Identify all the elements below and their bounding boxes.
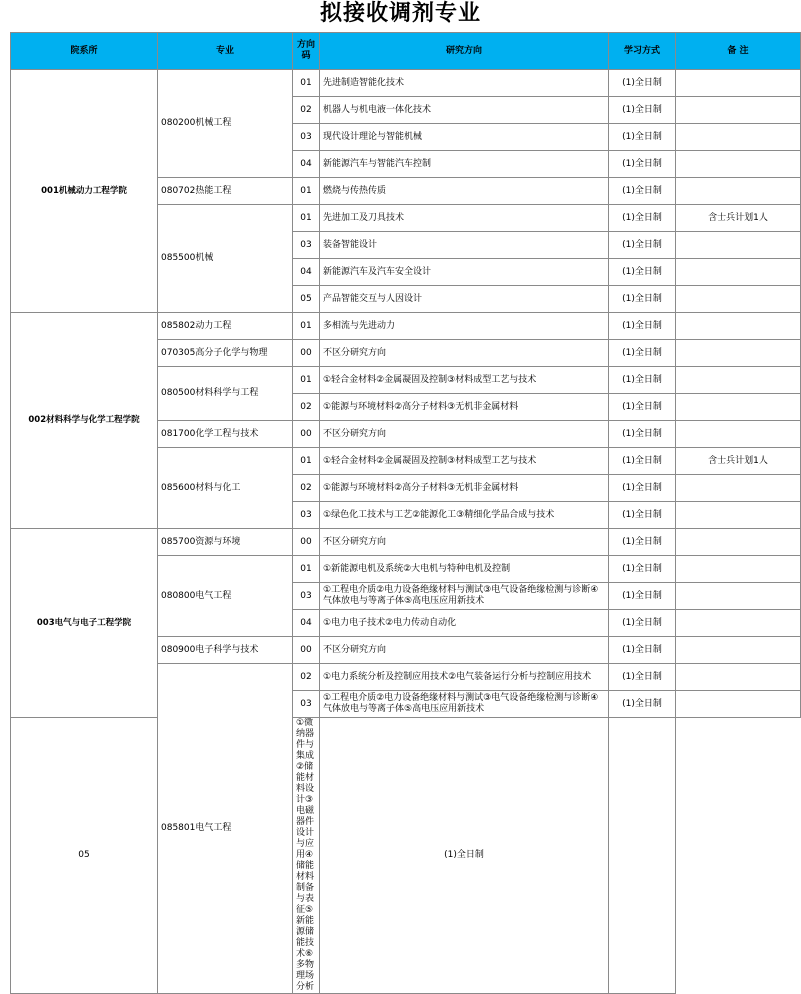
note-cell [676, 313, 801, 340]
study-mode-cell: (1)全日制 [609, 259, 676, 286]
note-cell [676, 502, 801, 529]
note-cell [676, 97, 801, 124]
direction-code-cell: 02 [293, 664, 320, 691]
direction-code-cell: 04 [293, 259, 320, 286]
study-mode-cell: (1)全日制 [320, 718, 609, 994]
study-mode-cell: (1)全日制 [609, 421, 676, 448]
note-cell [676, 367, 801, 394]
research-direction-cell: 不区分研究方向 [320, 421, 609, 448]
research-direction-cell: 燃烧与传热传质 [320, 178, 609, 205]
research-direction-cell: ①能源与环境材料②高分子材料③无机非金属材料 [320, 475, 609, 502]
note-cell [676, 124, 801, 151]
major-cell: 085802动力工程 [158, 313, 293, 340]
study-mode-cell: (1)全日制 [609, 178, 676, 205]
research-direction-cell: ①绿色化工技术与工艺②能源化工③精细化学品合成与技术 [320, 502, 609, 529]
research-direction-cell: 先进加工及刀具技术 [320, 205, 609, 232]
note-cell [676, 637, 801, 664]
research-direction-cell: 新能源汽车与智能汽车控制 [320, 151, 609, 178]
study-mode-cell: (1)全日制 [609, 232, 676, 259]
study-mode-cell: (1)全日制 [609, 394, 676, 421]
header-note: 备 注 [676, 33, 801, 70]
research-direction-cell: 不区分研究方向 [320, 340, 609, 367]
direction-code-cell: 01 [293, 313, 320, 340]
note-cell [676, 691, 801, 718]
note-cell [676, 421, 801, 448]
major-cell: 080200机械工程 [158, 70, 293, 178]
research-direction-cell: ①工程电介质②电力设备绝缘材料与测试③电气设备绝缘检测与诊断④气体放电与等离子体⑤高电压应用新技术 [320, 583, 609, 610]
direction-code-cell: 01 [293, 448, 320, 475]
major-cell: 085600材料与化工 [158, 448, 293, 529]
direction-code-cell: 04 [293, 151, 320, 178]
note-cell [676, 70, 801, 97]
study-mode-cell: (1)全日制 [609, 475, 676, 502]
direction-code-cell: 00 [293, 529, 320, 556]
direction-code-cell: 01 [293, 70, 320, 97]
major-cell: 080702热能工程 [158, 178, 293, 205]
note-cell [676, 259, 801, 286]
major-cell: 080800电气工程 [158, 556, 293, 637]
note-cell [676, 610, 801, 637]
research-direction-cell: ①电力电子技术②电力传动自动化 [320, 610, 609, 637]
research-direction-cell: 不区分研究方向 [320, 637, 609, 664]
study-mode-cell: (1)全日制 [609, 502, 676, 529]
study-mode-cell: (1)全日制 [609, 124, 676, 151]
research-direction-cell: ①微纳器件与集成②储能材料设计③电磁器件设计与应用④储能材料制备与表征⑤新能源储能技术⑥多物理场分析 [293, 718, 320, 994]
note-cell [609, 718, 676, 994]
direction-code-cell: 02 [293, 97, 320, 124]
study-mode-cell: (1)全日制 [609, 205, 676, 232]
study-mode-cell: (1)全日制 [609, 97, 676, 124]
study-mode-cell: (1)全日制 [609, 70, 676, 97]
direction-code-cell: 03 [293, 232, 320, 259]
research-direction-cell: 多相流与先进动力 [320, 313, 609, 340]
direction-code-cell: 01 [293, 556, 320, 583]
college-cell: 001机械动力工程学院 [11, 70, 158, 313]
note-cell [676, 340, 801, 367]
table-header-row [11, 33, 801, 70]
research-direction-cell: ①轻合金材料②金属凝固及控制③材料成型工艺与技术 [320, 367, 609, 394]
study-mode-cell: (1)全日制 [609, 448, 676, 475]
study-mode-cell: (1)全日制 [609, 556, 676, 583]
direction-code-cell: 04 [293, 610, 320, 637]
major-cell: 085700资源与环境 [158, 529, 293, 556]
direction-code-cell: 00 [293, 421, 320, 448]
admissions-table [10, 32, 801, 994]
research-direction-cell: 产品智能交互与人因设计 [320, 286, 609, 313]
table-row [11, 313, 801, 340]
direction-code-cell: 03 [293, 124, 320, 151]
study-mode-cell: (1)全日制 [609, 367, 676, 394]
research-direction-cell: ①新能源电机及系统②大电机与特种电机及控制 [320, 556, 609, 583]
study-mode-cell: (1)全日制 [609, 691, 676, 718]
research-direction-cell: ①电力系统分析及控制应用技术②电气装备运行分析与控制应用技术 [320, 664, 609, 691]
research-direction-cell: 不区分研究方向 [320, 529, 609, 556]
research-direction-cell: 先进制造智能化技术 [320, 70, 609, 97]
direction-code-cell: 02 [293, 475, 320, 502]
research-direction-cell: ①能源与环境材料②高分子材料③无机非金属材料 [320, 394, 609, 421]
study-mode-cell: (1)全日制 [609, 529, 676, 556]
major-cell: 085801电气工程 [158, 664, 293, 994]
table-row [11, 718, 801, 994]
research-direction-cell: ①轻合金材料②金属凝固及控制③材料成型工艺与技术 [320, 448, 609, 475]
direction-code-cell: 03 [293, 691, 320, 718]
note-cell [676, 286, 801, 313]
note-cell [676, 475, 801, 502]
header-major: 专业 [158, 33, 293, 70]
note-cell [676, 178, 801, 205]
note-cell [676, 394, 801, 421]
study-mode-cell: (1)全日制 [609, 583, 676, 610]
study-mode-cell: (1)全日制 [609, 664, 676, 691]
note-cell: 含士兵计划1人 [676, 448, 801, 475]
direction-code-cell: 03 [293, 583, 320, 610]
study-mode-cell: (1)全日制 [609, 340, 676, 367]
direction-code-cell: 05 [11, 718, 158, 994]
table-row [11, 529, 801, 556]
research-direction-cell: 装备智能设计 [320, 232, 609, 259]
header-study-mode: 学习方式 [609, 33, 676, 70]
direction-code-cell: 02 [293, 394, 320, 421]
research-direction-cell: ①工程电介质②电力设备绝缘材料与测试③电气设备绝缘检测与诊断④气体放电与等离子体⑤高电压应用新技术 [320, 691, 609, 718]
research-direction-cell: 机器人与机电液一体化技术 [320, 97, 609, 124]
study-mode-cell: (1)全日制 [609, 286, 676, 313]
major-cell: 081700化学工程与技术 [158, 421, 293, 448]
page-title: 拟接收调剂专业 [319, 1, 481, 26]
table-row [11, 70, 801, 97]
direction-code-cell: 01 [293, 205, 320, 232]
study-mode-cell: (1)全日制 [609, 313, 676, 340]
study-mode-cell: (1)全日制 [609, 151, 676, 178]
note-cell [676, 664, 801, 691]
direction-code-cell: 01 [293, 367, 320, 394]
note-cell [676, 556, 801, 583]
direction-code-cell: 01 [293, 178, 320, 205]
header-college: 院系所 [11, 33, 158, 70]
major-cell: 080500材料科学与工程 [158, 367, 293, 421]
college-cell: 002材料科学与化学工程学院 [11, 313, 158, 529]
direction-code-cell: 00 [293, 637, 320, 664]
table-body [11, 70, 801, 994]
research-direction-cell: 现代设计理论与智能机械 [320, 124, 609, 151]
major-cell: 085500机械 [158, 205, 293, 313]
study-mode-cell: (1)全日制 [609, 637, 676, 664]
direction-code-cell: 00 [293, 340, 320, 367]
college-cell: 003电气与电子工程学院 [11, 529, 158, 718]
major-cell: 070305高分子化学与物理 [158, 340, 293, 367]
note-cell [676, 151, 801, 178]
header-direction-code: 方向码 [293, 33, 320, 70]
note-cell [676, 232, 801, 259]
note-cell [676, 529, 801, 556]
note-cell: 含士兵计划1人 [676, 205, 801, 232]
direction-code-cell: 03 [293, 502, 320, 529]
header-research-direction: 研究方向 [320, 33, 609, 70]
note-cell [676, 583, 801, 610]
direction-code-cell: 05 [293, 286, 320, 313]
study-mode-cell: (1)全日制 [609, 610, 676, 637]
major-cell: 080900电子科学与技术 [158, 637, 293, 664]
research-direction-cell: 新能源汽车及汽车安全设计 [320, 259, 609, 286]
